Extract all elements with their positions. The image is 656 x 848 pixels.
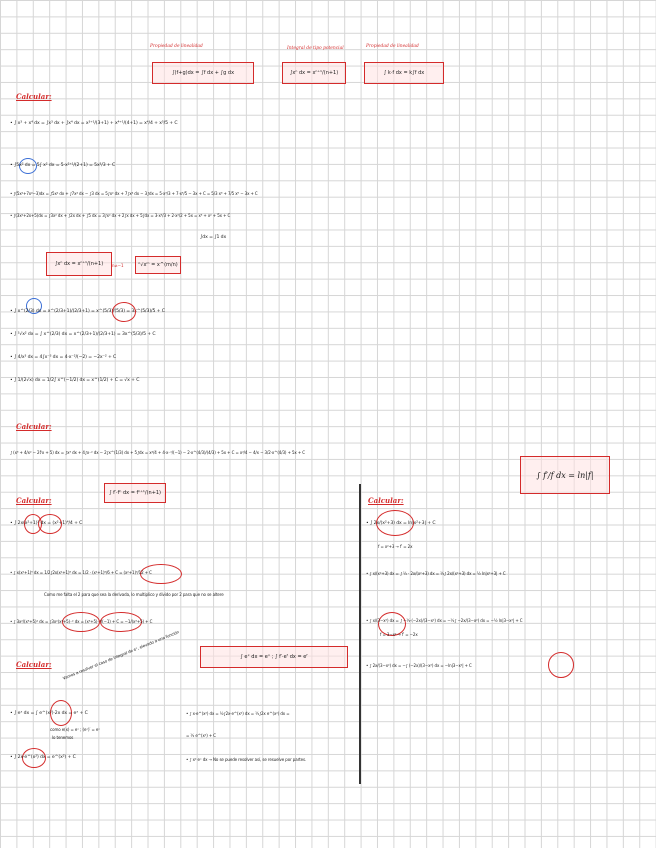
- equation-line: • ∫ 3x²/(x³+5)² dx = ∫3x²(x³+5)⁻² dx = (x³+5)⁻¹/(−1) + C = −1/(x³+5) + C: [10, 619, 153, 624]
- equation-line: • ∫ x² eˣ dx → No se puede resolver así, se resuelve por partes.: [186, 757, 307, 762]
- formula-box-logarithm: ∫ f′/f dx = ln|f|: [520, 456, 610, 494]
- substitution-note: f = 3−x² → f′ = −2x: [380, 632, 418, 637]
- equation-line: • ∫5x² dx = 5∫ x² dx = 5·x²⁺¹/(2+1) = 5x³/3 + C: [10, 163, 116, 168]
- equation-line: • ∫ x³ + x⁴ dx = ∫x³ dx + ∫x⁴ dx = x³⁺¹/(3+1) + x⁴⁺¹/(4+1) = x⁴/4 + x⁵/5 + C: [10, 121, 178, 126]
- equation-line: • ∫(3x²+2x+5)dx = ∫3x² dx + ∫2x dx + ∫5 dx = 3∫x² dx + 2∫x dx + 5∫dx = 3·x³/3 + 2·x²/2 + 5x = x³ + x² + 5x + C: [10, 213, 231, 218]
- section-title-4: Calcular:: [16, 496, 52, 505]
- note-integral-dx: ∫dx = ∫1 dx: [200, 235, 227, 240]
- equation-line: • ∫ 2x/(x²+3) dx = ln|x²+3| + C: [366, 521, 436, 526]
- column-divider: [359, 484, 361, 784]
- formula-box-power: ∫xⁿ dx = xⁿ⁺¹/(n+1): [282, 62, 346, 84]
- section-title-6: Calcular:: [16, 660, 52, 669]
- equation-line: • ∫ 1/(2√x) dx = 1/2∫ x^(−1/2) dx = x^(1/2) + C = √x + C: [10, 378, 140, 383]
- equation-line: • ∫(5x²+7x⁴−3)dx = ∫5x² dx + ∫7x⁴ dx − ∫3 dx = 5∫x² dx + 7∫x⁴ dx − 3∫dx = 5·x³/3 + 7·x⁵/5 − 3x + C = 5/3 x³ + 7/5 x⁵ − 3x + C: [10, 191, 258, 196]
- explanation-note: Como me falta el 2 para que sea la derivada, lo multiplico y divido por 2 para que no se altere: [44, 592, 224, 597]
- equation-line: • ∫ eˣ dx = ∫ e^(x²)·2x dx = eˣ + C: [10, 711, 88, 716]
- header-label-left: Propiedad de linealidad: [150, 44, 203, 49]
- section-title-5: Calcular:: [368, 496, 404, 505]
- section-title-3: Calcular:: [16, 422, 52, 431]
- header-label-mid: Integral de tipo potencial: [287, 46, 344, 51]
- formula-box-chain-power: ∫ f′·fⁿ dx = fⁿ⁺¹/(n+1): [104, 483, 166, 503]
- equation-line: • ∫ 2x·e^(x²) dx = e^(x²) + C: [10, 755, 76, 760]
- formula-box-root: ⁿ√xᵐ = x^(m/n): [135, 256, 181, 274]
- highlight-circle: [548, 652, 574, 678]
- formula-box-exponential: ∫ eˣ dx = eˣ ; ∫ f′·eᶠ dx = eᶠ: [200, 646, 348, 668]
- equation-line: = ½ e^(x²) + C: [186, 733, 216, 738]
- equation-line: • ∫ x^(2/3) dx = x^(2/3+1)/(2/3+1) = x^(5/3)/(5/3) = 3x^(5/3)/5 + C: [10, 309, 165, 314]
- highlight-circle: [112, 302, 136, 322]
- equation-line: ∫ (x³ + 4/x² − 2∛x + 5) dx = ∫x³ dx + 4∫x⁻² dx − 2∫x^(1/3) dx + 5∫dx = x⁴/4 + 4·x⁻¹/(−1) − 2·x^(4/3)/(4/3) + 5x + C = x⁴/4 − 4/x − 3/2·x^(4/3) + 5x + C: [10, 450, 305, 455]
- formula-box-power-rule: ∫xⁿ dx = xⁿ⁺¹/(n+1): [46, 252, 112, 276]
- equation-line: • ∫ 4/x³ dx = 4∫x⁻³ dx = 4·x⁻²/(−2) = −2x⁻² + C: [10, 355, 117, 360]
- equation-line: • ∫ 2x/(3−x²) dx = −∫ (−2x)/(3−x²) dx = −ln|3−x²| + C: [366, 663, 472, 668]
- explanation-note: lo tenemos: [52, 735, 74, 740]
- substitution-note: f = x²+3 → f′ = 2x: [378, 544, 413, 549]
- handwritten-note: Vamos a resolver el caso de integral de eˣ, elevado a una función: [62, 629, 180, 681]
- formula-box-linearity-sum: ∫(f+g)dx = ∫f dx + ∫g dx: [152, 62, 254, 84]
- power-rule-condition: n≠−1: [112, 263, 124, 268]
- header-label-right: Propiedad de linealidad: [366, 44, 419, 49]
- equation-line: • ∫ x/(x²+3) dx = ∫ ½ · 2x/(x²+3) dx = ½∫ 2x/(x²+3) dx = ½ ln|x²+3| + C: [366, 571, 506, 576]
- equation-line: • ∫ ³√x² dx = ∫ x^(2/3) dx = x^(2/3+1)/(2/3+1) = 3x^(5/3)/5 + C: [10, 332, 156, 337]
- section-title-1: Calcular:: [16, 92, 52, 101]
- explanation-note: como e(x) = eˣ ; (eˣ)′ = eˣ: [50, 727, 100, 732]
- equation-line: • ∫ 2x(x²+1)³ dx = (x²+1)⁴/4 + C: [10, 521, 83, 526]
- equation-line: • ∫ x·e^(x²) dx = ½∫2x·e^(x²) dx = ½∫2x e^(x²) dx =: [186, 711, 290, 716]
- equation-line: • ∫ x(x²+1)⁵ dx = 1/2∫2x(x²+1)⁵ dx = 1/2 · (x²+1)⁶/6 + C = (x²+1)⁶/12 + C: [10, 570, 152, 575]
- equation-line: • ∫ x/(3−x²) dx = ∫ −½·(−2x)/(3−x²) dx = −½∫ −2x/(3−x²) dx = −½ ln|3−x²| + C: [366, 618, 523, 623]
- formula-box-linearity-constant: ∫ k·f dx = k∫f dx: [364, 62, 444, 84]
